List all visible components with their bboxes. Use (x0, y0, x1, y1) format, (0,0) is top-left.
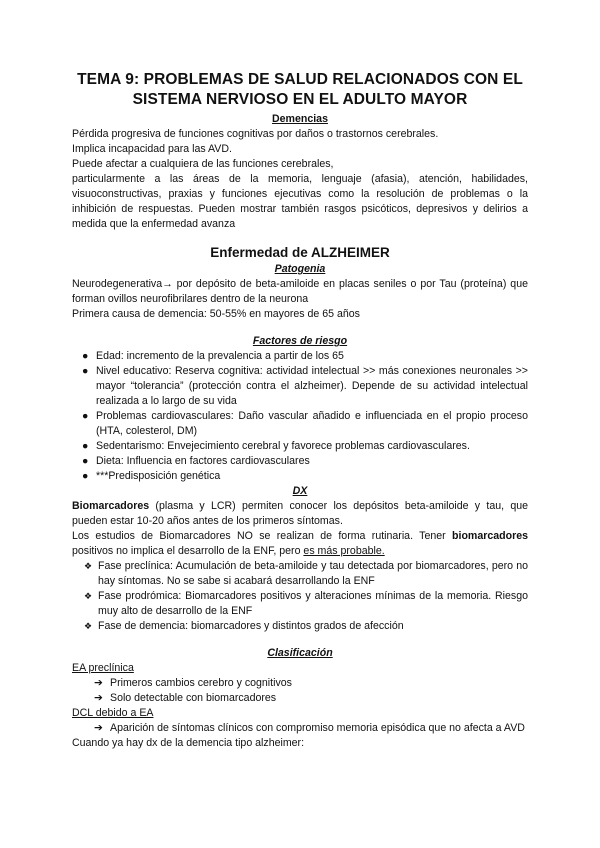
factores-list (72, 349, 528, 484)
diamond-bullet-icon: ❖ (84, 621, 93, 631)
dcl-list (72, 721, 528, 736)
bullet-icon: ● (82, 470, 89, 482)
list-item: ● Problemas cardiovasculares: Daño vascular añadido e influenciada en el propio proceso (HTA, colesterol, DM) (82, 410, 528, 437)
alzheimer-heading: Enfermedad de ALZHEIMER (210, 245, 390, 260)
ea-list (72, 676, 528, 706)
dcl-label: DCL debido a EA (72, 707, 154, 719)
arrow-icon: ➔ (94, 692, 103, 704)
ea-preclinica-label: EA preclínica (72, 662, 134, 674)
arrow-icon: ➔ (94, 722, 103, 734)
patogenia-line: Primera causa de demencia: 50-55% en mayores de 65 años (72, 308, 360, 320)
list-item: ➔ Aparición de síntomas clínicos con compromiso memoria episódica que no afecta a AVD (94, 722, 525, 734)
clasificacion-heading: Clasificación (267, 647, 333, 659)
dx-paragraph: Biomarcadores (plasma y LCR) permiten conocer los depósitos beta-amiloide y tau, que pueden estar 10-20 años antes de los primeros síntomas. (72, 500, 528, 527)
list-item: ● Nivel educativo: Reserva cognitiva: actividad intelectual >> más conexiones neuronales >> mayor “tolerancia” (protección contra el alzheimer). Depende de su actividad intelectual realizada a lo largo de su vida (82, 365, 528, 407)
arrow-icon: ➔ (94, 677, 103, 689)
list-item: ❖ Fase prodrómica: Biomarcadores positivos y alteraciones mínimas de la memoria. Riesgo muy alto de desarrollo de la ENF (84, 590, 528, 617)
bullet-icon: ● (82, 350, 89, 362)
list-item: ● Dieta: Influencia en factores cardiovasculares (82, 455, 310, 467)
list-item: ● Edad: incremento de la prevalencia a partir de los 65 (82, 350, 344, 362)
fases-list (72, 559, 528, 634)
diamond-bullet-icon: ❖ (84, 561, 93, 571)
patogenia-heading: Patogenia (274, 263, 326, 275)
list-item: ● Sedentarismo: Envejecimiento cerebral y favorece problemas cardiovasculares. (82, 440, 470, 452)
demencias-heading: Demencias (272, 113, 328, 125)
dx-heading: DX (292, 485, 308, 497)
bullet-icon: ● (82, 365, 89, 377)
factores-heading: Factores de riesgo (252, 335, 348, 347)
dx-paragraph: Los estudios de Biomarcadores NO se realizan de forma rutinaria. Tener biomarcadores positivos no implica el desarrollo de la ENF, pero es más probable. (72, 530, 528, 557)
list-item: ● ***Predisposición genética (82, 470, 221, 482)
list-item: ❖ Fase de demencia: biomarcadores y distintos grados de afección (84, 620, 404, 632)
demencias-line: Pérdida progresiva de funciones cognitivas por daños o trastornos cerebrales. (72, 128, 439, 140)
document-page (72, 70, 528, 751)
list-item: ➔ Primeros cambios cerebro y cognitivos (94, 677, 292, 689)
closing-line: Cuando ya hay dx de la demencia tipo alzheimer: (72, 737, 305, 749)
patogenia-line: Neurodegenerativa→ por depósito de beta-amiloide en placas seniles o por Tau (proteína) que forman ovillos neurofibrilares dentro de la neurona (72, 278, 528, 305)
list-item: ❖ Fase preclínica: Acumulación de beta-amiloide y tau detectada por biomarcadores, pero no hay síntomas. No se sabe si acabará desarrollando la ENF (84, 560, 528, 587)
bullet-icon: ● (82, 440, 89, 452)
demencias-line: Implica incapacidad para las AVD. (72, 143, 232, 155)
demencias-line: Puede afectar a cualquiera de las funciones cerebrales, (72, 158, 334, 170)
demencias-line: particularmente a las áreas de la memoria, lenguaje (afasia), atención, habilidades, visuoconstructivas, praxias y funciones ejecutivas como la resolución de problemas o la inhibición de respuestas. Pueden mostrar también rasgos psicóticos, depresivos y delirios a medida que la enfermedad avanza (72, 173, 528, 230)
diamond-bullet-icon: ❖ (84, 591, 93, 601)
bullet-icon: ● (82, 455, 89, 467)
list-item: ➔ Solo detectable con biomarcadores (94, 692, 277, 704)
page-title: TEMA 9: PROBLEMAS DE SALUD RELACIONADOS CON EL SISTEMA NERVIOSO EN EL ADULTO MAYOR (77, 71, 523, 108)
bullet-icon: ● (82, 410, 89, 422)
